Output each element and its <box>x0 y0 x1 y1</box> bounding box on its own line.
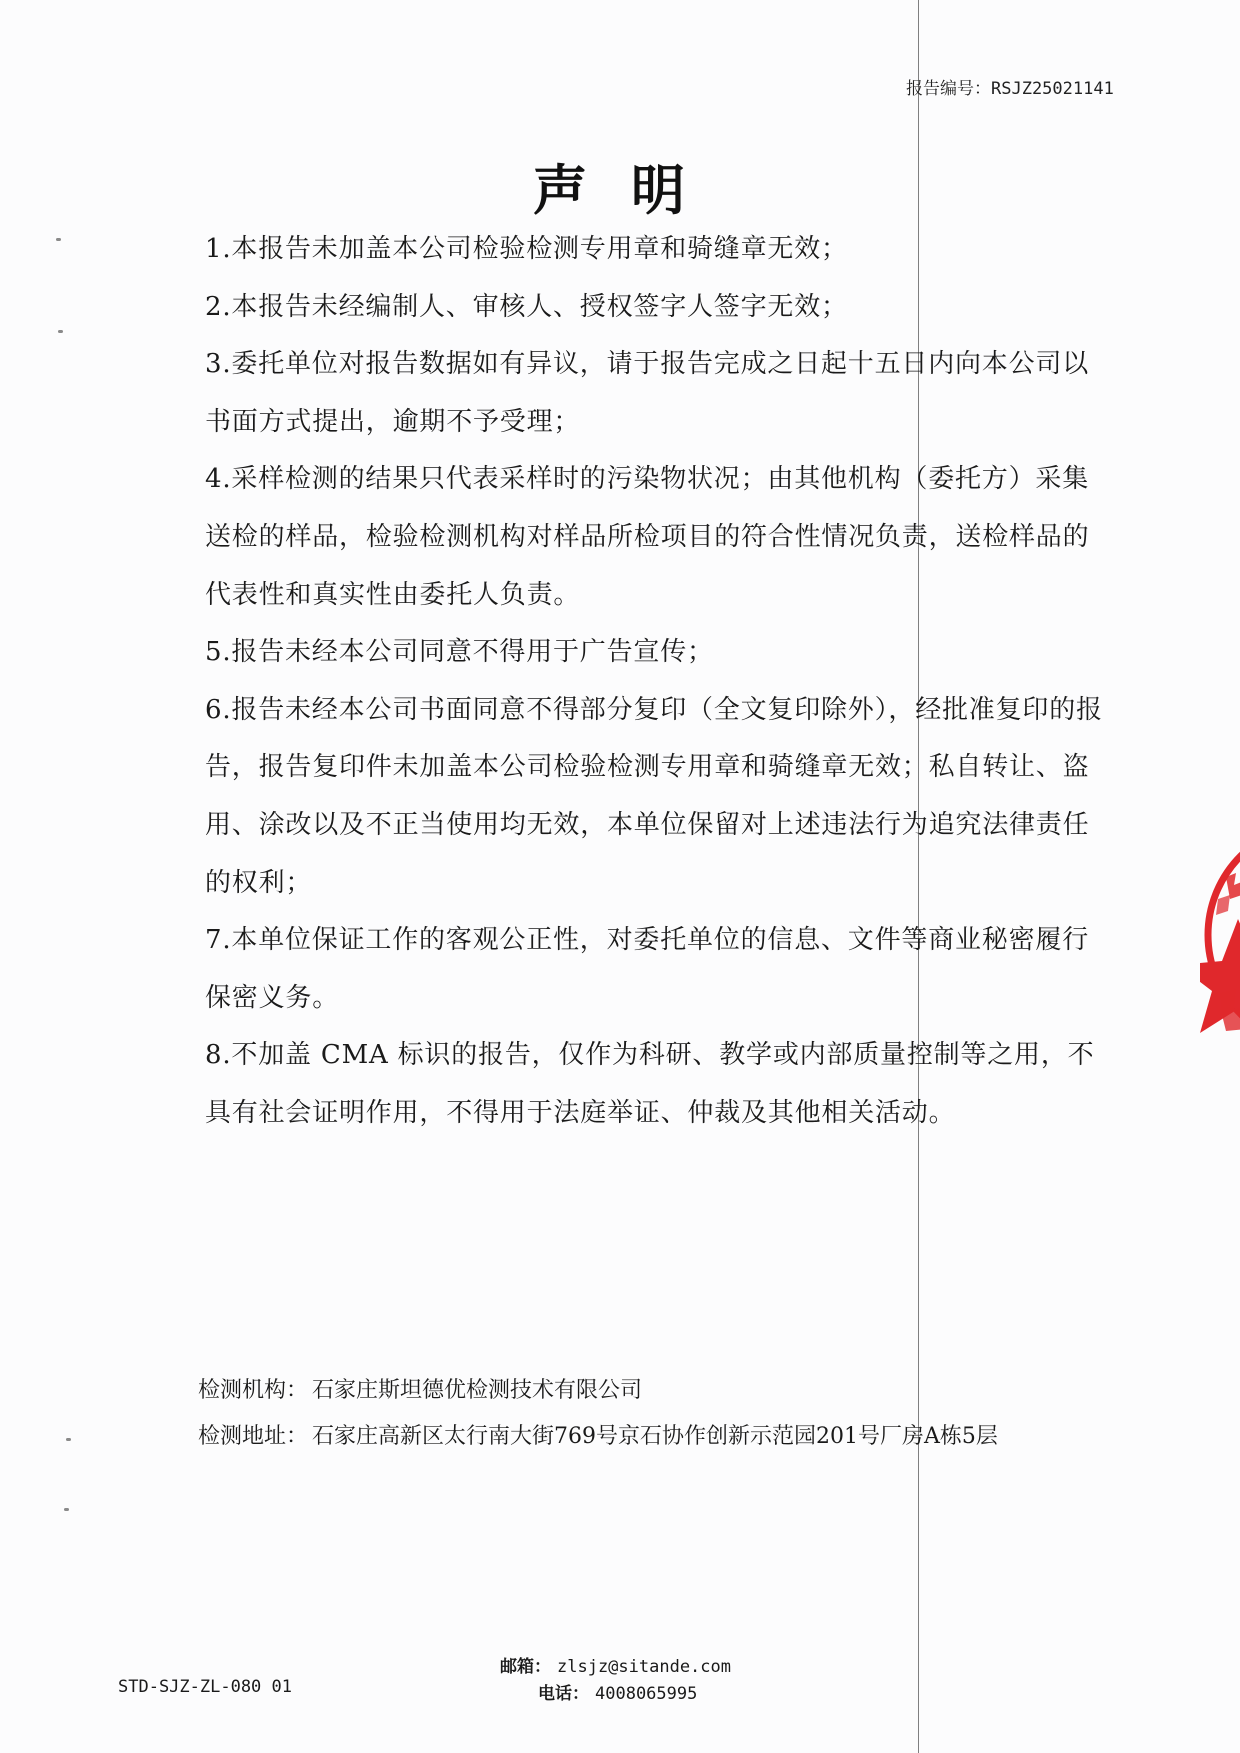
organization-address-value: 石家庄高新区太行南大街769号京石协作创新示范园201号厂房A栋5层 <box>312 1424 998 1449</box>
clause-5: 5.报告未经本公司同意不得用于广告宣传； <box>205 637 714 668</box>
page-title: 声明 <box>533 159 729 222</box>
organization-name-value: 石家庄斯坦德优检测技术有限公司 <box>312 1378 643 1403</box>
report-number-label: 报告编号： <box>906 79 991 99</box>
clause-4: 4.采样检测的结果只代表采样时的污染物状况；由其他机构（委托方）采集送检的样品，检验检测机构对样品所检项目的符合性情况负责，送检样品的代表性和真实性由委托人负责。 <box>205 464 1090 610</box>
partial-red-seal-icon <box>1200 815 1240 1055</box>
clause-8: 8.不加盖 CMA 标识的报告，仅作为科研、教学或内部质量控制等之用，不具有社会证明作用，不得用于法庭举证、仲裁及其他相关活动。 <box>205 1040 1095 1128</box>
statement-clauses <box>205 221 1110 1143</box>
organization-address-label: 检测地址： <box>198 1424 309 1449</box>
contact-email <box>500 1652 731 1677</box>
scan-speck <box>56 238 61 241</box>
report-number-value: RSJZ25021141 <box>991 79 1114 99</box>
clause-6: 6.报告未经本公司书面同意不得部分复印（全文复印除外），经批准复印的报告，报告复印件未加盖本公司检验检测专用章和骑缝章无效；私自转让、盗用、涂改以及不正当使用均无效，本单位保留对上述违法行为追究法律责任的权利； <box>205 694 1103 898</box>
clause-3: 3.委托单位对报告数据如有异议，请于报告完成之日起十五日内向本公司以书面方式提出，逾期不予受理； <box>205 349 1090 437</box>
clause-2: 2.本报告未经编制人、审核人、授权签字人签字无效； <box>205 291 848 322</box>
organization-name-label: 检测机构： <box>198 1378 309 1403</box>
clause-7: 7.本单位保证工作的客观公正性，对委托单位的信息、文件等商业秘密履行保密义务。 <box>205 925 1090 1013</box>
contact-phone <box>538 1679 697 1704</box>
testing-organization <box>198 1373 642 1404</box>
clause-1: 1.本报告未加盖本公司检验检测专用章和骑缝章无效； <box>205 234 848 264</box>
scan-speck <box>66 1438 71 1441</box>
report-number <box>906 74 1114 99</box>
testing-address <box>198 1419 998 1450</box>
scan-speck <box>64 1508 69 1511</box>
email-label: 邮箱： <box>500 1657 551 1677</box>
scan-speck <box>58 330 63 333</box>
phone-label: 电话： <box>538 1684 589 1704</box>
email-value: zlsjz@sitande.com <box>557 1657 731 1677</box>
phone-value: 4008065995 <box>595 1684 698 1704</box>
document-code: STD-SJZ-ZL-080 01 <box>118 1677 292 1697</box>
